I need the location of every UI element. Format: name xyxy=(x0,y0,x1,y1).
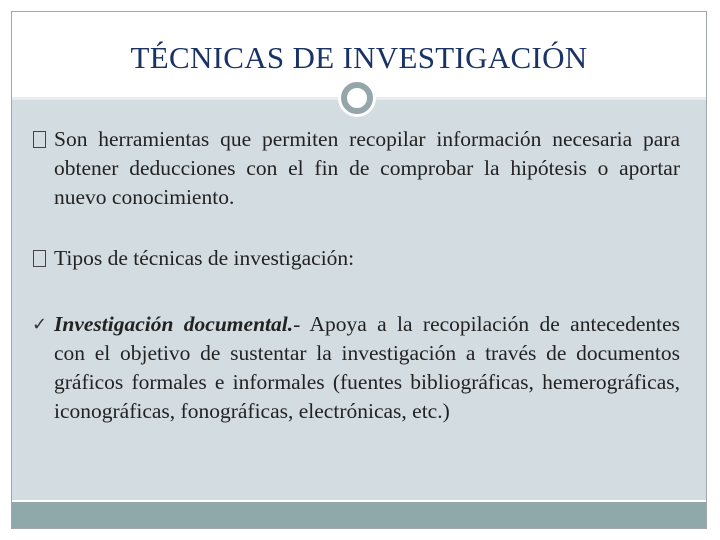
bullet-text-2: Tipos de técnicas de investigación: xyxy=(54,246,355,270)
box-bullet-icon xyxy=(30,244,54,275)
box-bullet-icon xyxy=(30,125,54,156)
footer-bar xyxy=(12,502,706,528)
bullet-item-3 xyxy=(30,310,680,426)
bullet-body: - Apoya a la recopilación de antecedentes con el objetivo de sustentar la investigación a través de documentos gráficos formales e informales (fuentes bibliográficas, hemerográficas, iconográficas, fonográficas, electrónicas, etc.) xyxy=(54,312,680,423)
circle-ornament-icon xyxy=(341,82,373,114)
bullet-emphasis: Investigación documental. xyxy=(54,312,294,336)
bullet-text-1: Son herramientas que permiten recopilar información necesaria para obtener deducciones con el fin de comprobar la hipótesis o aportar nuevo conocimiento. xyxy=(54,127,680,209)
bullet-item-1 xyxy=(30,125,680,212)
slide-title: TÉCNICAS DE INVESTIGACIÓN xyxy=(130,40,588,75)
bullet-item-2 xyxy=(30,244,680,273)
bullet-text-3 xyxy=(54,310,680,426)
checkmark-icon: ✓ xyxy=(32,314,48,335)
